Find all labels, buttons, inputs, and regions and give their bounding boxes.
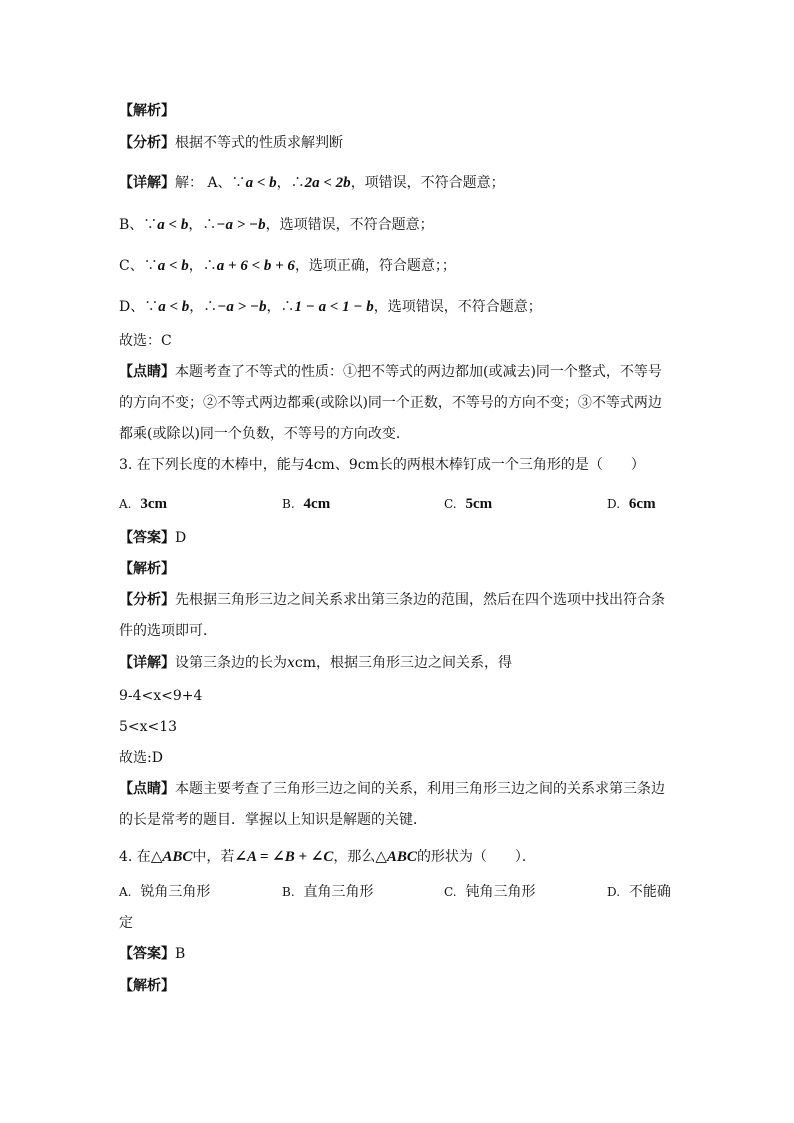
q2-fenxi-line [119, 133, 343, 153]
q3-option-c [444, 494, 492, 514]
q3-xiangjie-line [119, 653, 512, 673]
q3-xiangjie-var: x [287, 655, 295, 671]
q3-option-c-value: 5cm [465, 496, 493, 512]
q2-dianjing-text-1: 本题考查了不等式的性质：①把不等式的两边都加(或减去)同一个整式，不等号 [175, 364, 662, 380]
q2-dianjing-text-3: 都乘(或除以)同一个负数，不等号的方向改变． [119, 426, 410, 442]
q2-b-expression: −a > −b [216, 217, 266, 233]
q3-answer-line [119, 528, 186, 548]
q4-triangle-2: △ABC [375, 849, 417, 865]
q3-dianjing-text-2: 的长是常考的题目．掌握以上知识是解题的关键． [119, 812, 427, 828]
q3-option-d-value: 6cm [628, 496, 656, 512]
q2-option-a-prefix: 解： A、∵ [175, 175, 246, 191]
q2-d-verdict: ，选项错误，不符合题意； [373, 299, 542, 315]
q3-option-b [282, 494, 330, 514]
q2-fenxi-tag: 【分析】 [119, 135, 175, 151]
q3-option-b-value: 4cm [303, 496, 331, 512]
q4-option-d-letter: D. [607, 885, 621, 899]
q3-option-d [607, 494, 656, 514]
q2-c-prefix: C、∵ [119, 258, 158, 274]
q2-d-therefore-1: ，∴ [189, 299, 218, 315]
q4-answer-line [119, 944, 185, 964]
q2-dianjing-line-1 [119, 362, 662, 382]
q4-condition: ∠A = ∠B + ∠C [234, 849, 334, 865]
q2-c-therefore: ，∴ [188, 258, 217, 274]
q3-inequality-1: 9-4<x<9+4 [119, 688, 203, 704]
q2-c-line [119, 256, 456, 276]
q4-option-d-wrap: 定 [119, 915, 133, 931]
q4-option-c [444, 882, 535, 902]
q2-xiangjie-tag: 【详解】 [119, 175, 175, 191]
q3-xiangjie-tag: 【详解】 [119, 655, 175, 671]
q2-d-therefore-2: ，∴ [266, 299, 295, 315]
q3-fenxi-line-1 [119, 590, 665, 610]
q2-a-verdict: ，项错误，不符合题意； [350, 175, 505, 191]
q2-jiexi-heading: 【解析】 [119, 103, 175, 119]
q2-b-verdict: ，选项错误，不符合题意； [265, 217, 434, 233]
q3-dianjing-line-1 [119, 779, 665, 799]
q3-option-a-letter: A. [119, 497, 132, 511]
q2-d-expression-1: −a > −b [217, 299, 267, 315]
q4-option-b [282, 882, 374, 902]
q4-answer-value: B [175, 946, 186, 962]
q4-stem-mid: 中，若 [192, 849, 235, 865]
q3-answer-tag: 【答案】 [119, 530, 175, 546]
q3-fenxi-text-2: 件的选项即可． [119, 623, 217, 639]
q3-dianjing-text-1: 本题主要考查了三角形三边之间的关系，利用三角形三边之间的关系求第三条边 [175, 781, 665, 797]
q3-option-b-letter: B. [282, 497, 295, 511]
q3-jiexi-heading: 【解析】 [119, 561, 175, 577]
q2-xiangjie-a-line [119, 173, 505, 193]
q4-stem-pre: 4. 在 [119, 849, 151, 865]
q2-d-prefix: D、∵ [119, 299, 159, 315]
q4-option-c-letter: C. [444, 885, 457, 899]
q2-fenxi-text: 根据不等式的性质求解判断 [175, 135, 343, 151]
q2-answer: 故选：C [119, 333, 172, 349]
q3-answer-value: D [175, 530, 187, 546]
q4-option-b-value: 直角三角形 [303, 884, 374, 900]
q2-b-prefix: B、∵ [119, 217, 158, 233]
q4-answer-tag: 【答案】 [119, 946, 175, 962]
q2-a-expression: 2a < 2b [304, 175, 351, 191]
q4-option-a-letter: A. [119, 885, 132, 899]
q4-option-b-letter: B. [282, 885, 295, 899]
q4-stem [119, 847, 536, 867]
q4-stem-post: 的形状为（ ）． [416, 849, 536, 865]
q2-b-premise: a < b [157, 217, 189, 233]
q3-option-a-value: 3cm [140, 496, 168, 512]
q3-inequality-2: 5<x<13 [119, 719, 178, 735]
q2-d-line [119, 297, 542, 317]
q3-fenxi-text-1: 先根据三角形三边之间关系求出第三条边的范围，然后在四个选项中找出符合条 [175, 592, 665, 608]
q2-d-expression-2: 1 − a < 1 − b [294, 299, 374, 315]
q2-c-verdict: ，选项正确，符合题意；； [294, 258, 456, 274]
q3-xiangjie-pre: 设第三条边的长为 [175, 655, 287, 671]
q2-b-therefore: ，∴ [188, 217, 217, 233]
q3-fenxi-tag: 【分析】 [119, 592, 175, 608]
q3-dianjing-tag: 【点睛】 [119, 781, 175, 797]
q2-a-premise: a < b [245, 175, 277, 191]
q3-option-a [119, 494, 167, 514]
q2-dianjing-text-2: 的方向不变；②不等式两边都乘(或除以)同一个正数，不等号的方向不变；③不等式两边 [119, 395, 662, 411]
q2-a-therefore: ，∴ [276, 175, 305, 191]
q3-option-c-letter: C. [444, 497, 457, 511]
q3-stem: 3. 在下列长度的木棒中，能与4cm、9cm长的两根木棒钉成一个三角形的是（ ） [119, 457, 645, 473]
q3-option-d-letter: D. [607, 497, 621, 511]
q2-d-premise: a < b [158, 299, 190, 315]
q2-dianjing-tag: 【点睛】 [119, 364, 175, 380]
q3-guxuan: 故选:D [119, 750, 163, 766]
q2-c-expression: a + 6 < b + 6 [216, 258, 295, 274]
q3-xiangjie-post: cm，根据三角形三边之间关系，得 [294, 655, 513, 671]
q4-triangle-1: △ABC [150, 849, 193, 865]
q4-option-c-value: 钝角三角形 [465, 884, 536, 900]
q4-option-d-value: 不能确 [628, 884, 671, 900]
q2-b-line [119, 215, 434, 235]
q4-jiexi-heading: 【解析】 [119, 978, 175, 994]
q4-option-a-value: 锐角三角形 [140, 884, 211, 900]
q4-option-a [119, 882, 210, 902]
q4-stem-mid2: ，那么 [333, 849, 376, 865]
q4-option-d [607, 882, 671, 902]
q2-c-premise: a < b [157, 258, 189, 274]
